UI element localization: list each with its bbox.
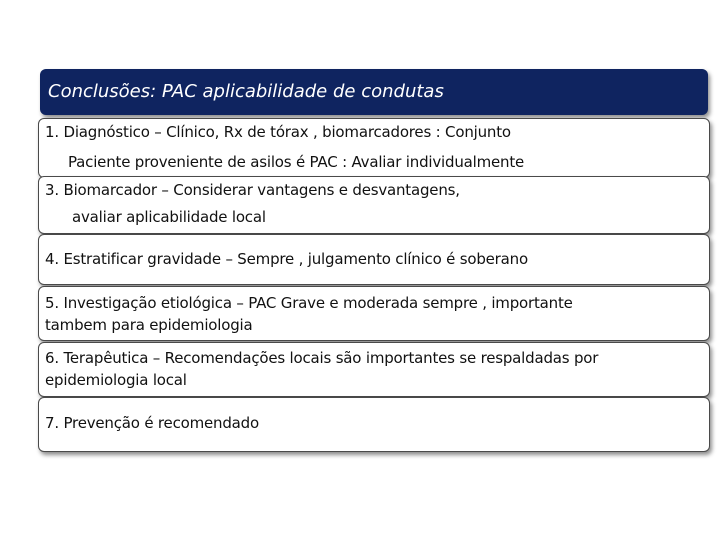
conclusion-item-4 bbox=[38, 234, 710, 285]
item-1-line-2: Paciente proveniente de asilos é PAC : Avaliar individualmente bbox=[68, 153, 525, 171]
item-5-line-2: tambem para epidemiologia bbox=[45, 316, 253, 334]
item-4-line-1: 4. Estratificar gravidade – Sempre , julgamento clínico é soberano bbox=[45, 250, 528, 268]
item-6-line-2: epidemiologia local bbox=[45, 371, 187, 389]
conclusion-item-5 bbox=[38, 286, 710, 341]
conclusion-item-3 bbox=[38, 176, 710, 234]
item-3-line-1: 3. Biomarcador – Considerar vantagens e desvantagens, bbox=[45, 181, 460, 199]
conclusion-item-7 bbox=[38, 397, 710, 452]
item-1-line-1: 1. Diagnóstico – Clínico, Rx de tórax , biomarcadores : Conjunto bbox=[45, 123, 511, 141]
title-banner bbox=[40, 69, 708, 115]
conclusion-item-6 bbox=[38, 342, 710, 397]
item-6-line-1: 6. Terapêutica – Recomendações locais são importantes se respaldadas por bbox=[45, 349, 599, 367]
item-7-line-1: 7. Prevenção é recomendado bbox=[45, 414, 259, 432]
slide-title: Conclusões: PAC aplicabilidade de condutas bbox=[48, 81, 444, 102]
item-3-line-2: avaliar aplicabilidade local bbox=[72, 208, 266, 226]
item-5-line-1: 5. Investigação etiológica – PAC Grave e moderada sempre , importante bbox=[45, 294, 573, 312]
conclusion-item-1 bbox=[38, 118, 710, 178]
